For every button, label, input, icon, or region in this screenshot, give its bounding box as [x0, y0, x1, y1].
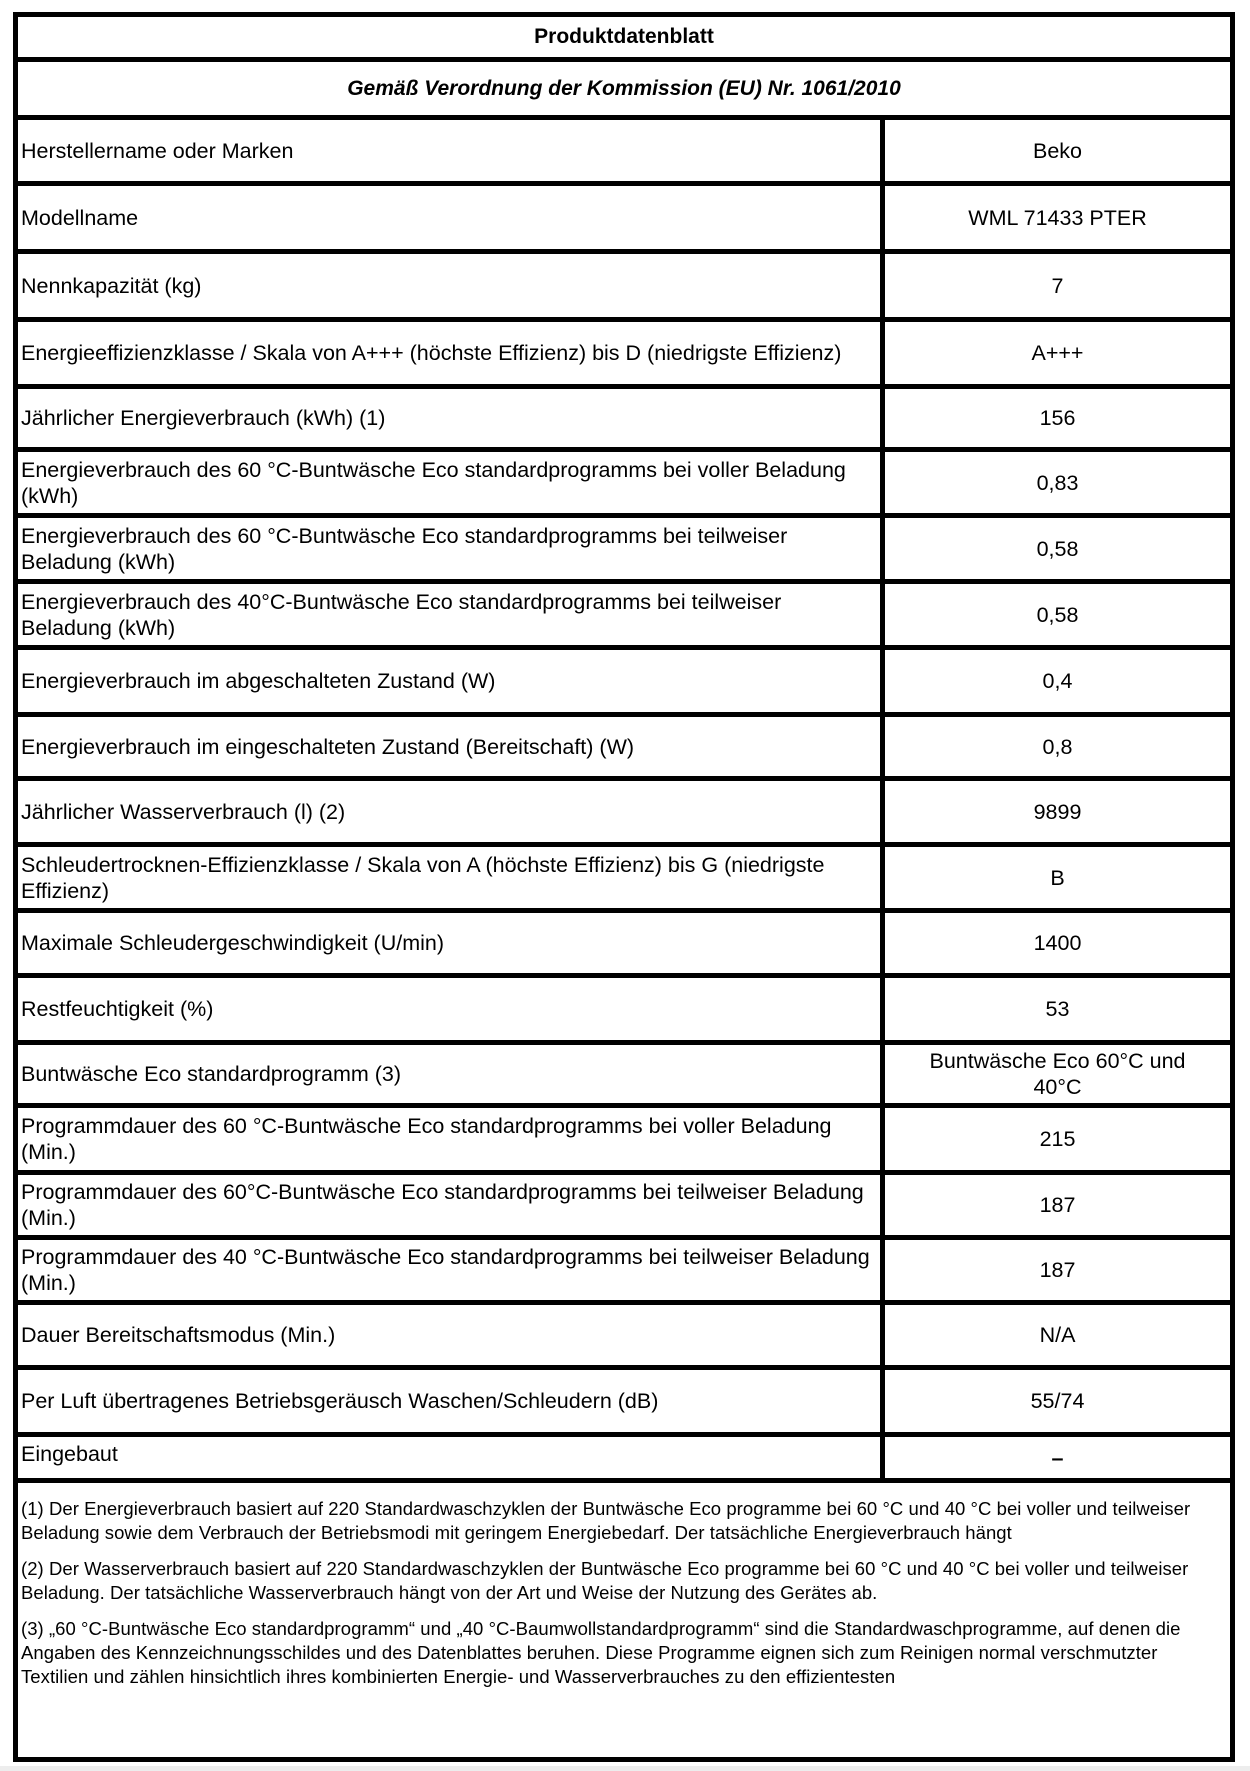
row-label: Schleudertrocknen-Effizienzklasse / Skala von A (höchste Effizienz) bis G (niedrigste Effizienz) — [18, 847, 885, 908]
footnote: (1) Der Energieverbrauch basiert auf 220 Standardwaschzyklen der Buntwäsche Eco programme bei 60 °C und 40 °C bei voller und teilweiser Beladung sowie dem Verbrauch der Betriebsmodi mit geringem Energiebedarf. Der tatsächliche Energieverbrauch hängt — [21, 1498, 1191, 1543]
row-value: 0,8 — [1042, 734, 1073, 759]
table-row — [18, 1437, 1230, 1483]
table-row — [18, 650, 1230, 717]
regulation-subtitle: Gemäß Verordnung der Kommission (EU) Nr. 1061/2010 — [347, 76, 901, 100]
table-row — [18, 452, 1230, 518]
subtitle-row — [18, 62, 1230, 120]
footnotes — [18, 1483, 1230, 1701]
row-value: WML 71433 PTER — [968, 205, 1147, 230]
row-value: 1400 — [1033, 931, 1082, 955]
table-row — [18, 1305, 1230, 1370]
row-value: 156 — [1039, 406, 1076, 430]
product-data-sheet — [13, 12, 1235, 1762]
row-label: Energieverbrauch des 40°C-Buntwäsche Eco standardprogramms bei teilweiser Beladung (kWh) — [18, 584, 885, 645]
table-row — [18, 1240, 1230, 1305]
row-value: B — [1050, 865, 1065, 890]
page-bottom-edge — [0, 1766, 1250, 1771]
row-label: Energieverbrauch des 60 °C-Buntwäsche Eco standardprogramms bei teilweiser Beladung (kWh) — [18, 518, 885, 579]
row-label: Dauer Bereitschaftsmodus (Min.) — [18, 1305, 885, 1365]
row-value: 55/74 — [1030, 1389, 1085, 1413]
table-row — [18, 847, 1230, 913]
row-value: 7 — [1051, 273, 1064, 298]
row-value: Buntwäsche Eco 60°C und 40°C — [929, 1049, 1186, 1099]
table-row — [18, 120, 1230, 186]
row-value: 215 — [1039, 1127, 1076, 1151]
row-value: 0,4 — [1042, 669, 1073, 693]
row-value: 0,58 — [1036, 602, 1079, 627]
row-label: Restfeuchtigkeit (%) — [18, 978, 885, 1040]
row-label: Energieeffizienzklasse / Skala von A+++ (höchste Effizienz) bis D (niedrigste Effizienz) — [18, 322, 885, 384]
row-value: 9899 — [1033, 799, 1082, 824]
table-row — [18, 978, 1230, 1045]
row-label: Eingebaut — [18, 1437, 885, 1478]
table-row — [18, 781, 1230, 847]
row-value: 187 — [1039, 1193, 1076, 1217]
row-label: Energieverbrauch im abgeschalteten Zustand (W) — [18, 650, 885, 712]
footnote: (2) Der Wasserverbrauch basiert auf 220 Standardwaschzyklen der Buntwäsche Eco programme bei 60 °C und 40 °C bei voller und teilweiser Beladung. Der tatsächliche Wasserverbrauch hängt von der Art und Weise der Nutzung des Gerätes ab. — [21, 1558, 1189, 1603]
row-label: Per Luft übertragenes Betriebsgeräusch Waschen/Schleudern (dB) — [18, 1370, 885, 1432]
row-label: Energieverbrauch des 60 °C-Buntwäsche Eco standardprogramms bei voller Beladung (kWh) — [18, 452, 885, 513]
table-row — [18, 1108, 1230, 1175]
row-label: Maximale Schleudergeschwindigkeit (U/min) — [18, 913, 885, 973]
row-value: 0,83 — [1036, 470, 1079, 495]
row-label: Programmdauer des 60 °C-Buntwäsche Eco standardprogramms bei voller Beladung (Min.) — [18, 1108, 885, 1170]
table-row — [18, 254, 1230, 322]
row-label: Jährlicher Energieverbrauch (kWh) (1) — [18, 389, 885, 447]
row-label: Herstellername oder Marken — [18, 120, 885, 181]
footnote: (3) „60 °C-Buntwäsche Eco standardprogramm“ und „40 °C-Baumwollstandardprogramm“ sind die Standardwaschprogramme, auf denen die Angaben des Kennzeichnungsschildes und des Datenblattes beruhen. Diese Programme eignen sich zum Reinigen normal verschmutzter Textilien und zählen hinsichtlich ihres kombinierten Energie- und Wasserverbrauches zu den effizientesten — [21, 1618, 1181, 1687]
row-value: Beko — [1032, 138, 1082, 163]
row-label: Programmdauer des 40 °C-Buntwäsche Eco standardprogramms bei teilweiser Beladung (Min.) — [18, 1240, 885, 1300]
table-row — [18, 1045, 1230, 1108]
table-row — [18, 322, 1230, 389]
table-row — [18, 913, 1230, 978]
row-label: Nennkapazität (kg) — [18, 254, 885, 317]
row-value: 187 — [1039, 1258, 1076, 1282]
row-value: – — [1051, 1445, 1064, 1470]
row-value: 53 — [1045, 997, 1070, 1021]
table-row — [18, 389, 1230, 452]
page-title: Produktdatenblatt — [534, 25, 714, 48]
table-row — [18, 584, 1230, 650]
table-row — [18, 186, 1230, 254]
row-value: N/A — [1039, 1323, 1076, 1347]
table-row — [18, 1370, 1230, 1437]
row-value: A+++ — [1031, 341, 1084, 365]
row-label: Modellname — [18, 186, 885, 249]
row-value: 0,58 — [1036, 536, 1079, 561]
row-label: Buntwäsche Eco standardprogramm (3) — [18, 1045, 885, 1103]
row-label: Energieverbrauch im eingeschalteten Zustand (Bereitschaft) (W) — [18, 717, 885, 776]
row-label: Programmdauer des 60°C-Buntwäsche Eco standardprogramms bei teilweiser Beladung (Min.) — [18, 1175, 885, 1235]
table-row — [18, 518, 1230, 584]
table-row — [18, 1175, 1230, 1240]
table-row — [18, 717, 1230, 781]
row-label: Jährlicher Wasserverbrauch (l) (2) — [18, 781, 885, 842]
title-row — [18, 17, 1230, 62]
